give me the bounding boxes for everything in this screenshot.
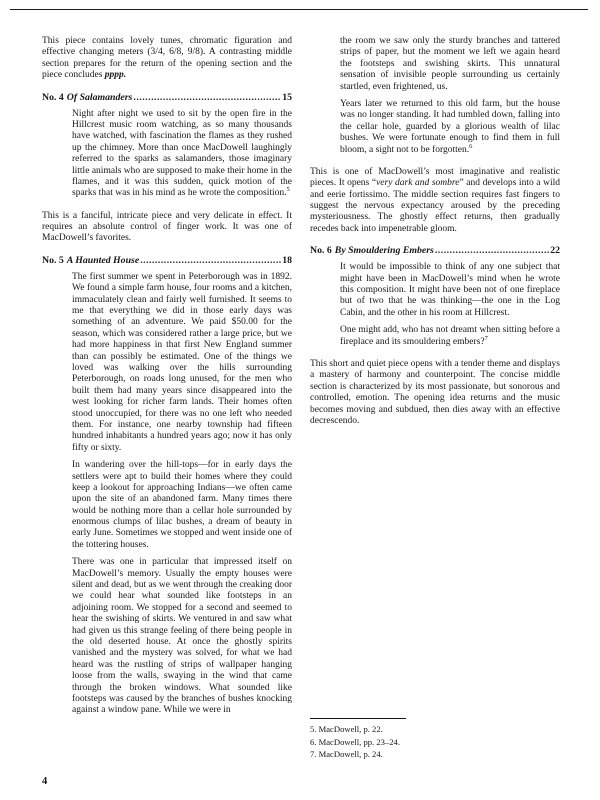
footnote-separator-rule (310, 718, 406, 719)
dot-leader (140, 255, 281, 266)
entry-page-number: 18 (282, 254, 292, 266)
entry-title: Of Salamanders (66, 91, 133, 103)
footnotes-block (310, 714, 560, 762)
page-top-rule (10, 9, 588, 10)
entry-number: No. 5 (42, 254, 64, 266)
memoir-quote-no5 (72, 272, 292, 723)
commentary-paragraph-no5 (310, 167, 560, 235)
two-column-layout (42, 36, 560, 762)
memoir-quote-no5-continued (340, 36, 560, 162)
quote-paragraph: There was one in particular that impressed itself on MacDowell’s memory. Usually the empty houses were silent and dead, but as we went through the creaking door we could hear what sounded like footsteps in an adjoining room. We stopped for a second and seemed to hear the swishing of skirts. We ventured in and saw what had given us this strange feeling of there being people in the old deserted house. At once the ghostly spirits vanished and the mystery was solved, for what we had heard was the rustling of strips of wallpaper hanging loose from the walls, swaying in the wind that came through the broken windows. What sounded like footsteps was caused by the branches of bushes knocking against a window pane. While we were in (72, 557, 292, 716)
entry-number: No. 4 (42, 91, 64, 103)
dot-leader (133, 92, 281, 103)
left-column (42, 36, 292, 762)
quote-text: One might add, who has not dreamt when sitting before a fireplace and its smouldering embers? (340, 325, 560, 347)
footnote-6: 6. MacDowell, pp. 23–24. (310, 736, 400, 747)
entry-title: A Haunted House (66, 254, 140, 266)
dynamic-marking-pppp: pppp. (104, 70, 127, 81)
footnote-reference-6: 6 (469, 142, 473, 150)
entry-heading-no4 (42, 92, 292, 103)
footnote-7: 7. MacDowell, p. 24. (310, 749, 383, 760)
commentary-paragraph-no6: This short and quiet piece opens with a tender theme and displays a mastery of harmony and counterpoint. The concise middle section is characterized by its most passionate, but sonorous and controlled, emotion. The opening idea returns and the music becomes moving and subdued, then dies away with an effective decrescendo. (310, 358, 560, 426)
memoir-quote-no6 (340, 262, 560, 354)
quote-paragraph (340, 325, 560, 348)
italic-quotation: very dark and sombre (376, 178, 460, 189)
intro-text: This piece contains lovely tunes, chromatic figuration and effective changing meters (3/4, 6/8, 9/8). A contrasting middle section prepares for the return of the opening section and the piece concludes (42, 36, 292, 81)
commentary-text: ” and develops into a wild and eerie fortissimo. The middle section requires fast fingers to suggest the nervous expectancy aroused by the preceding mysteriousness. The ghostly effect returns, then gradually recedes back into impenetrable gloom. (310, 178, 560, 234)
footnote-reference-5: 5 (286, 186, 290, 194)
commentary-text: This is one of MacDowell’s most imaginative and realistic pieces. It opens “ (310, 166, 560, 189)
entry-title: By Smouldering Embers (334, 245, 434, 257)
quote-paragraph: It would be impossible to think of any one subject that might have been in MacDowell’s mind when he wrote this composition. It might have been not of one fireplace but of two that he was thinking—the one in the Log Cabin, and the other in his room at Hillcrest. (340, 262, 560, 318)
quote-paragraph: The first summer we spent in Peterborough was in 1892. We found a simple farm house, four rooms and a kitchen, immaculately clean and fairly well furnished. It seems to me that everything we did in those early days was something of an adventure. We paid $50.00 for the season, which was considered rather a large price, but we had more happiness in that first New England summer than can possibly be estimated. One of the things we loved was walking over the hills surrounding Peterborough, on roads long unused, for the men who built them had many years since disappeared into the west looking for richer farm lands. Their homes often stood unoccupied, for there was no one left who needed them. For instance, one nearby township had fifteen hundred inhabitants a hundred years ago; now it has only fifty or sixty. (72, 271, 292, 453)
right-column (310, 36, 560, 762)
footnote-reference-7: 7 (484, 334, 488, 342)
commentary-paragraph-no4: This is a fanciful, intricate piece and very delicate in effect. It requires an absolute control of finger work. It was one of MacDowell’s favorites. (42, 210, 292, 244)
page-number: 4 (42, 776, 48, 787)
entry-page-number: 15 (282, 91, 292, 103)
entry-page-number: 22 (550, 245, 560, 257)
quote-text: Years later we returned to this old farm, but the house was no longer standing. It had tumbled down, falling into the cellar hole, guarded by a glorious wealth of lilac bushes. We were fortunate enough to find them in full bloom, a sight not to be forgotten. (340, 98, 560, 155)
quote-paragraph: the room we saw only the sturdy branches and tattered strips of paper, but the moment we left we again heard the footsteps and swishing skirts. This unnatural sensation of invisible people surrounding us certainly startled, even frightened, us. (340, 36, 560, 92)
quote-paragraph: In wandering over the hill-tops—for in early days the settlers were apt to build their homes where they could keep a lookout for approaching Indians—we often came upon the site of an abandoned farm. Many times there would be nothing more than a cellar hole surrounded by enormous clumps of lilac bushes, a dream of beauty in early June. Sometimes we stopped and went inside one of the tottering houses. (72, 460, 292, 550)
entry-heading-no5 (42, 255, 292, 266)
quote-paragraph (340, 99, 560, 156)
entry-number: No. 6 (310, 245, 332, 257)
intro-paragraph (42, 36, 292, 82)
dot-leader (435, 245, 549, 256)
footnote-5: 5. MacDowell, p. 22. (310, 723, 383, 734)
entry-heading-no6 (310, 245, 560, 256)
quote-paragraph (72, 109, 292, 200)
memoir-quote-no4 (72, 109, 292, 206)
quote-text: Night after night we used to sit by the open fire in the Hillcrest music room watching, as so many thousands have watched, with fascination the flames as they rushed up the chimney. More than once MacDowell laughingly referred to the sparks as salamanders, those imaginary little animals who are supposed to make their home in the flames, and it was this sudden, quick motion of the sparks that was in his mind as he wrote the composition. (72, 108, 292, 199)
